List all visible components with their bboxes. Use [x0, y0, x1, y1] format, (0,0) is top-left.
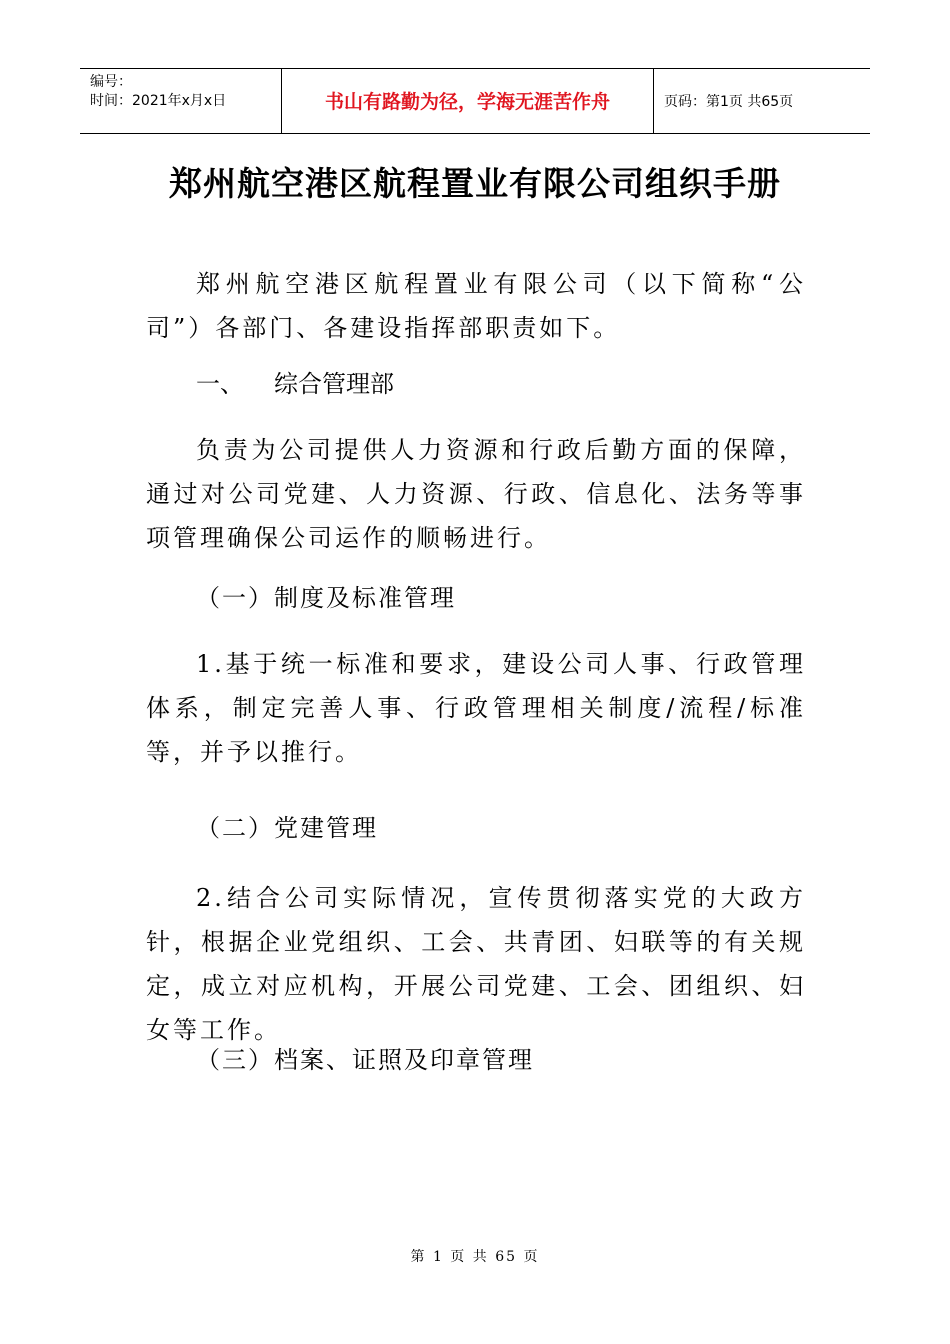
header-meta — [80, 69, 282, 133]
subsection-heading-3: （三）档案、证照及印章管理 — [196, 1046, 534, 1074]
section-number: 一、 — [196, 370, 244, 398]
page-header — [80, 68, 870, 134]
page-footer: 第 1 页 共 65 页 — [410, 1249, 540, 1265]
header-page-info: 页码：第1页 共65页 — [664, 94, 794, 110]
list-item-2: 2.结合公司实际情况，宣传贯彻落实党的大政方针，根据企业党组织、工会、共青团、妇联等的有关规定，成立对应机构，开展公司党建、工会、团组织、妇女等工作。 — [146, 884, 806, 1044]
section-title: 综合管理部 — [274, 370, 394, 398]
document-title: 郑州航空港区航程置业有限公司组织手册 — [169, 164, 781, 203]
document-number-label: 编号： — [90, 74, 132, 90]
section-description: 负责为公司提供人力资源和行政后勤方面的保障，通过对公司党建、人力资源、行政、信息化、法务等事项管理确保公司运作的顺畅进行。 — [146, 436, 806, 552]
section-heading — [196, 362, 394, 406]
list-item-1: 1.基于统一标准和要求，建设公司人事、行政管理体系，制定完善人事、行政管理相关制度/流程/标准等，并予以推行。 — [146, 650, 806, 766]
subsection-heading-1: （一）制度及标准管理 — [196, 584, 456, 612]
subsection-heading-2: （二）党建管理 — [196, 814, 378, 842]
document-time-label: 时间：2021年x月x日 — [90, 93, 227, 109]
intro-paragraph: 郑州航空港区航程置业有限公司（以下简称“公司”）各部门、各建设指挥部职责如下。 — [146, 270, 806, 342]
header-motto: 书山有路勤为径，学海无涯苦作舟 — [282, 69, 654, 133]
